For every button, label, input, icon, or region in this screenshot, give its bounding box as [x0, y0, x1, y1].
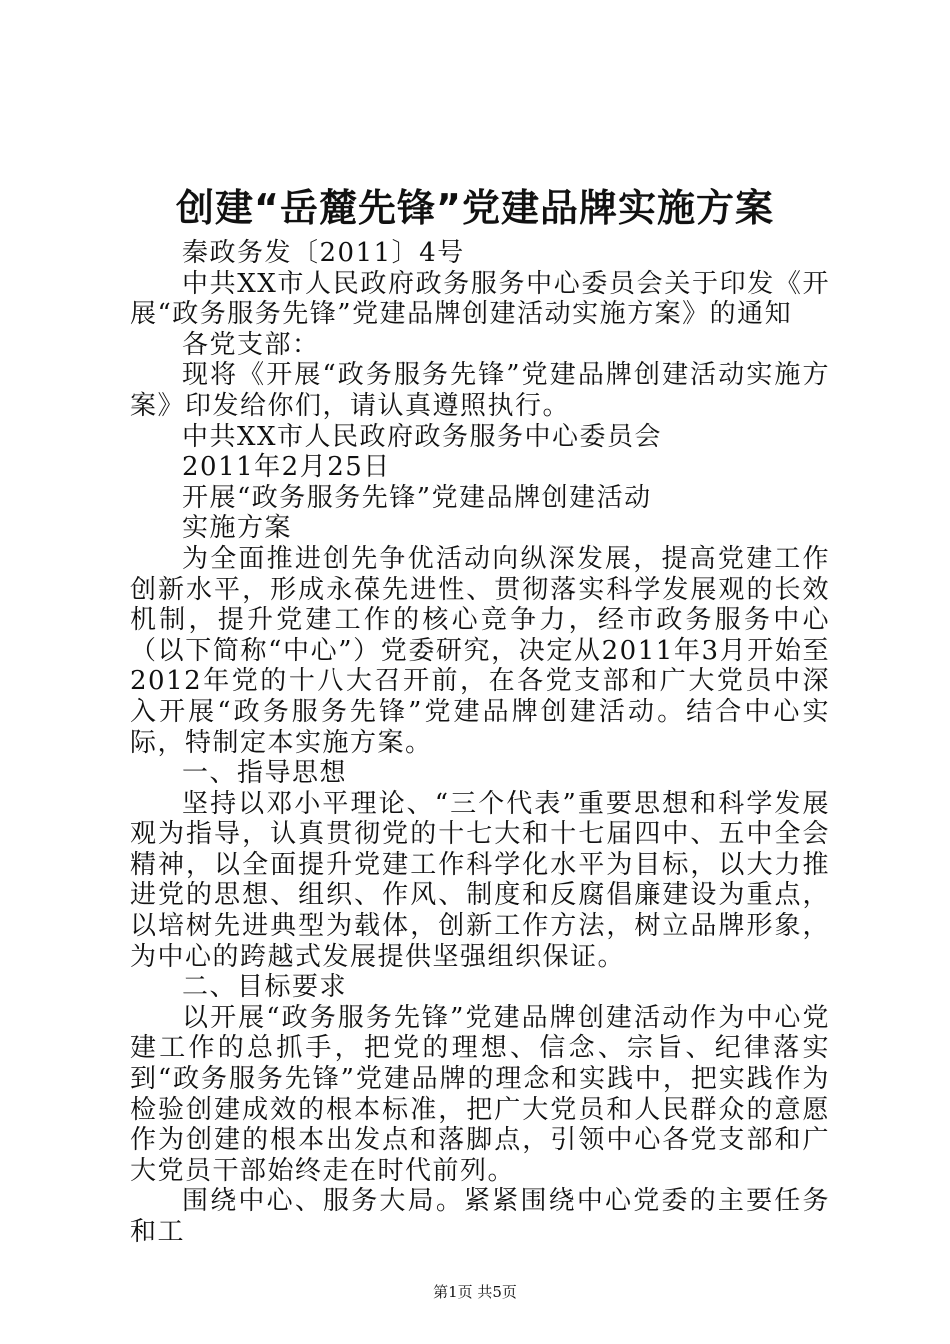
salutation: 各党支部：: [182, 329, 320, 360]
section-heading-goals: 二、目标要求: [182, 972, 348, 1003]
page-footer: 第1页 共5页: [433, 1283, 517, 1301]
guiding-thought-paragraph: 坚持以邓小平理论、“三个代表”重要思想和科学发展观为指导，认真贯彻党的十七大和十七届四中、五中全会精神，以全面提升党建工作科学化水平为目标，以大力推进党的思想、组织、作风、制度和反腐倡廉建设为重点，以培树先进典型为载体，创新工作方法，树立品牌形象，为中心的跨越式发展提供坚强组织保证。: [130, 788, 830, 972]
document-body: [130, 238, 830, 1248]
notice-heading: 中共XX市人民政府政务服务中心委员会关于印发《开展“政务服务先锋”党建品牌创建活动实施方案》的通知: [130, 268, 830, 330]
section-heading-guiding-thought: 一、指导思想: [182, 758, 348, 789]
issuer: 中共XX市人民政府政务服务中心委员会: [182, 421, 663, 452]
plan-title-line-2: 实施方案: [182, 513, 293, 544]
notice-body: 现将《开展“政务服务先锋”党建品牌创建活动实施方案》印发给你们，请认真遵照执行。: [130, 360, 830, 421]
issue-date: 2011年2月25日: [182, 452, 391, 483]
document-number: 秦政务发〔2011〕4号: [182, 238, 465, 268]
document-title: 创建“岳麓先锋”党建品牌实施方案: [176, 186, 774, 230]
intro-paragraph: 为全面推进创先争优活动向纵深发展，提高党建工作创新水平，形成永葆先进性、贯彻落实科学发展观的长效机制，提升党建工作的核心竞争力，经市政务服务中心（以下简称“中心”）党委研究，决定从2011年3月开始至2012年党的十八大召开前，在各党支部和广大党员中深入开展“政务服务先锋”党建品牌创建活动。结合中心实际，特制定本实施方案。: [130, 543, 830, 758]
plan-title-line-1: 开展“政务服务先锋”党建品牌创建活动: [182, 482, 652, 513]
goals-paragraph: 以开展“政务服务先锋”党建品牌创建活动作为中心党建工作的总抓手，把党的理想、信念、宗旨、纪律落实到“政务服务先锋”党建品牌的理念和实践中，把实践作为检验创建成效的根本标准，把广大党员和人民群众的意愿作为创建的根本出发点和落脚点，引领中心各党支部和广大党员干部始终走在时代前列。: [130, 1002, 830, 1186]
center-service-paragraph: 围绕中心、服务大局。紧紧围绕中心党委的主要任务和工: [130, 1186, 830, 1247]
